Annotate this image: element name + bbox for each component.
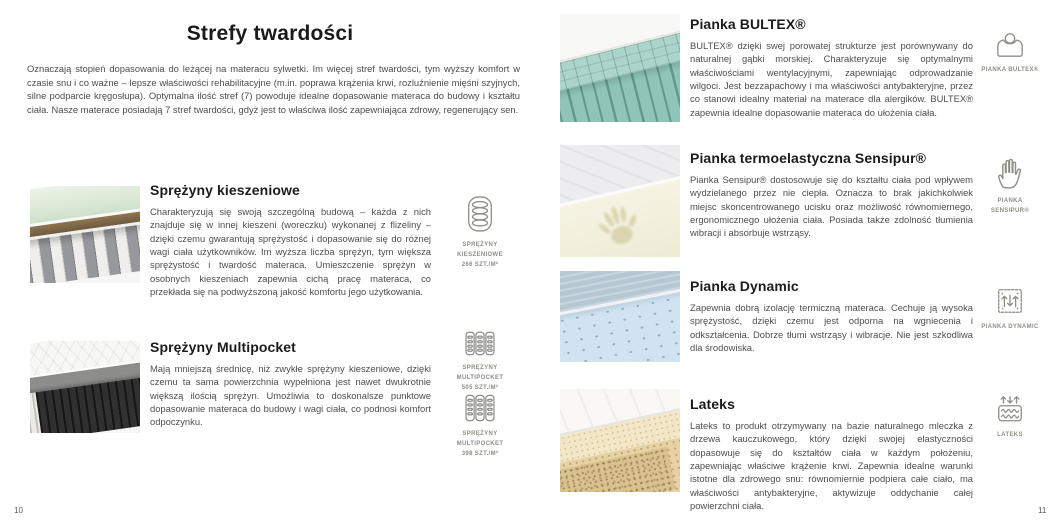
section-pocket-springs: [150, 182, 431, 298]
section-multipocket: [150, 339, 431, 429]
pocket-springs-image: [30, 186, 140, 283]
badge-label: [981, 323, 1038, 333]
section-dynamic: [690, 278, 973, 354]
section-body: BULTEX® dzięki swej porowatej strukturze jest porównywany do naturalnej gąbki morskiej. Charakteryzuje się optymalnymi właściwościami wentylacyjnymi, zapewniając odprowadzanie wilgoci. Jest bezzapachowy i ma właściwości antybakteryjne, przez co stanowi idealny materiał na materace dla alergików. BULTEX® zapewnia idealne dopasowanie materaca do ułożenia ciała.: [690, 40, 973, 118]
mattress-cross-section: [30, 186, 140, 283]
mattress-cross-section: [30, 341, 140, 433]
section-heading: Pianka Dynamic: [690, 278, 799, 294]
section-bultex: [690, 16, 973, 119]
badge-title: LATEKS: [997, 432, 1023, 438]
badge-label: [980, 197, 1040, 217]
section-body: Charakteryzują się swoją szczególną budową – każda z nich znajduje się w innej kieszeni (woreczku) wykonanej z flizeliny – dzięki czemu gwarantują sprężystość i dopasowanie się do różnej wagi ciała użytkowników. Im wyższa liczba sprężyn, tym większa sprężystość i twardość materaca. Umieszczenie sprężyn w osobnych kieszeniach zapewnia cichą pracę materaca, co przekłada się na podwyższoną jakość komfortu jego użytkowania.: [150, 206, 431, 298]
page-title: Strefy twardości: [186, 22, 354, 45]
section-body: Pianka Sensipur® dostosowuje się do kształtu ciała pod wpływem wydzielanego przez nie ciepła. Oznacza to brak jakichkolwiek miejsc skoncentrowanego ucisku oraz możliwość równomiernego, ergonomicznego ułożenia ciała. Posiada także zdolność tłumienia wibracji i absorbuje wstrząsy.: [690, 174, 973, 239]
handprint-icon: [995, 156, 1025, 190]
sensipur-foam-image: [560, 145, 680, 257]
badge-label: [442, 430, 518, 460]
badge-title: PIANKA SENSIPUR®: [990, 198, 1030, 214]
foam-block: [560, 14, 680, 122]
badge-label: [981, 66, 1038, 76]
section-heading: Sprężyny Multipocket: [150, 339, 296, 355]
multipocket-springs-image: [30, 341, 140, 433]
badge-title: SPRĘŻYNY KIESZENIOWE: [457, 242, 503, 258]
badge-sensipur: [980, 156, 1040, 217]
bultex-foam-image: [560, 14, 680, 122]
page-number-right: 11: [1038, 506, 1047, 515]
section-heading: Pianka termoelastyczna Sensipur®: [690, 150, 927, 166]
badge-label: [997, 431, 1023, 441]
badge-title: PIANKA DYNAMIC: [981, 324, 1039, 330]
pocket-spring-icon: [464, 194, 496, 234]
dynamic-foam-image: [560, 271, 680, 362]
intro-paragraph: Oznaczają stopień dopasowania do leżącej na materacu sylwetki. Im więcej stref twardości, tym wyższy komfort w czasie snu i co ważne – lepsze właściwości rehabilitacyjne (m.in. poprawa krążenia krwi, rozluźnienie mięśni szyjnych, silne podparcie kręgosłupa). Optymalna ilość stref (7) powoduje idealne dopasowanie materaca do budowy i kształtu ciała. Nasze materace posiadają 7 stref twardości, gdyż jest to właściwa ilość zapewniająca zdrowy, regenerujący sen.: [27, 63, 520, 115]
badge-multipocket-398: [442, 393, 518, 460]
multipocket-springs-icon: [462, 330, 498, 357]
latex-image: [560, 389, 680, 492]
badge-title: SPRĘŻYNY MULTIPOCKET: [456, 431, 504, 447]
section-sensipur: [690, 150, 973, 240]
badge-pocket-springs: [442, 194, 518, 271]
section-body: Zapewnia dobrą izolację termiczną materaca. Cechuje ją wysoka sprężystość, dzięki czemu jest odporna na wgniecenia i odkształcenia. Dobrze tłumi wstrząsy i wibracje. Nie jest szkodliwa dla środowiska.: [690, 302, 973, 354]
section-body: Mają mniejszą średnicę, niż zwykłe sprężyny kieszeniowe, dzięki czemu ta sama powierzchnia wypełniona jest nawet dwukrotnie większą ilością sprężyn. Umożliwia to doskonalsze punktowe dopasowanie materaca do budowy i wagi ciała, co podnosi komfort odpoczynku.: [150, 363, 431, 428]
section-heading: Pianka BULTEX®: [690, 16, 806, 32]
badge-label: [442, 364, 518, 394]
page-number-left: 10: [14, 506, 23, 515]
badge-multipocket-505: [442, 330, 518, 394]
badge-dynamic: [980, 286, 1040, 333]
foam-airflow-icon: [995, 286, 1025, 316]
badge-value: 398 SZT./M²: [461, 450, 499, 457]
section-lateks: [690, 396, 973, 512]
badge-lateks: [980, 394, 1040, 441]
section-body: Lateks to produkt otrzymywany na bazie naturalnego mleczka z drzewa kauczukowego, który dzięki swojej elastyczności dopasowuje się do kształtów ciała w każdym położeniu, zapewniając właściwe krążenie krwi. Zapewnia idealne warunki istotne dla zdrowego snu: równomiernie podpiera całe ciało, ma właściwości antybakteryjne, aktywizuje oddychanie całej powierzchni ciała.: [690, 420, 973, 512]
badge-value: 266 SZT./M²: [461, 261, 499, 268]
badge-value: 505 SZT./M²: [461, 384, 499, 391]
foam-block: [560, 389, 680, 492]
badge-bultex: [980, 30, 1040, 76]
section-heading: Sprężyny kieszeniowe: [150, 182, 300, 198]
badge-title: SPRĘŻYNY MULTIPOCKET: [456, 365, 504, 381]
multipocket-springs-icon: [462, 393, 498, 423]
latex-layer-icon: [993, 394, 1027, 424]
foam-block: [560, 271, 680, 362]
badge-label: [442, 241, 518, 271]
section-heading: Lateks: [690, 396, 735, 412]
foam-body-imprint-icon: [994, 30, 1026, 59]
badge-title: PIANKA BULTEX®: [981, 67, 1039, 73]
